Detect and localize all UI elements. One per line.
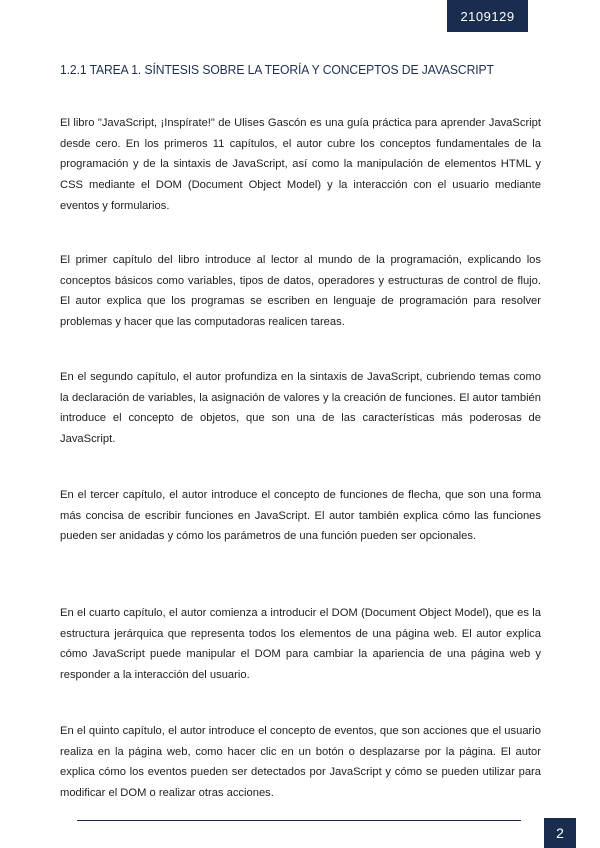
paragraph-chapter-3: En el tercer capítulo, el autor introduce el concepto de funciones de flecha, que son una forma más concisa de escribir funciones en JavaScript. El autor también explica cómo las funciones pueden ser anidadas y cómo los parámetros de una función pueden ser opcionales. (60, 489, 541, 543)
section-heading: 1.2.1 TAREA 1. SÍNTESIS SOBRE LA TEORÍA Y CONCEPTOS DE JAVASCRIPT (60, 62, 494, 77)
page-number-badge: 2 (544, 818, 576, 848)
paragraph-chapter-2: En el segundo capítulo, el autor profundiza en la sintaxis de JavaScript, cubriendo temas como la declaración de variables, la asignación de valores y la creación de funciones. El autor también introduce el concepto de objetos, que son una de las características más poderosas de JavaScript. (60, 371, 541, 446)
paragraph-chapter-5: En el quinto capítulo, el autor introduce el concepto de eventos, que son acciones que el usuario realiza en la página web, como hacer clic en un botón o desplazarse por la página. El autor explica cómo los eventos pueden ser detectados por JavaScript y cómo se pueden utilizar para modificar el DOM o realizar otras acciones. (60, 725, 541, 800)
paragraph-chapter-1: El primer capítulo del libro introduce al lector al mundo de la programación, explicando los conceptos básicos como variables, tipos de datos, operadores y estructuras de control de flujo. El autor explica que los programas se escriben en lenguaje de programación para resolver problemas y hacer que las computadoras realicen tareas. (60, 254, 541, 329)
paragraph-intro: El libro "JavaScript, ¡Inspírate!" de Ulises Gascón es una guía práctica para aprender JavaScript desde cero. En los primeros 11 capítulos, el autor cubre los conceptos fundamentales de la programación y de la sintaxis de JavaScript, así como la manipulación de elementos HTML y CSS mediante el DOM (Document Object Model) y la interacción con el usuario mediante eventos y formularios. (60, 117, 541, 212)
footer-divider (77, 820, 521, 821)
paragraph-chapter-4: En el cuarto capítulo, el autor comienza a introducir el DOM (Document Object Model), que es la estructura jerárquica que representa todos los elementos de una página web. El autor explica cómo JavaScript puede manipular el DOM para cambiar la apariencia de una página web y responder a la interacción del usuario. (60, 607, 541, 682)
document-id-badge: 2109129 (447, 0, 528, 32)
